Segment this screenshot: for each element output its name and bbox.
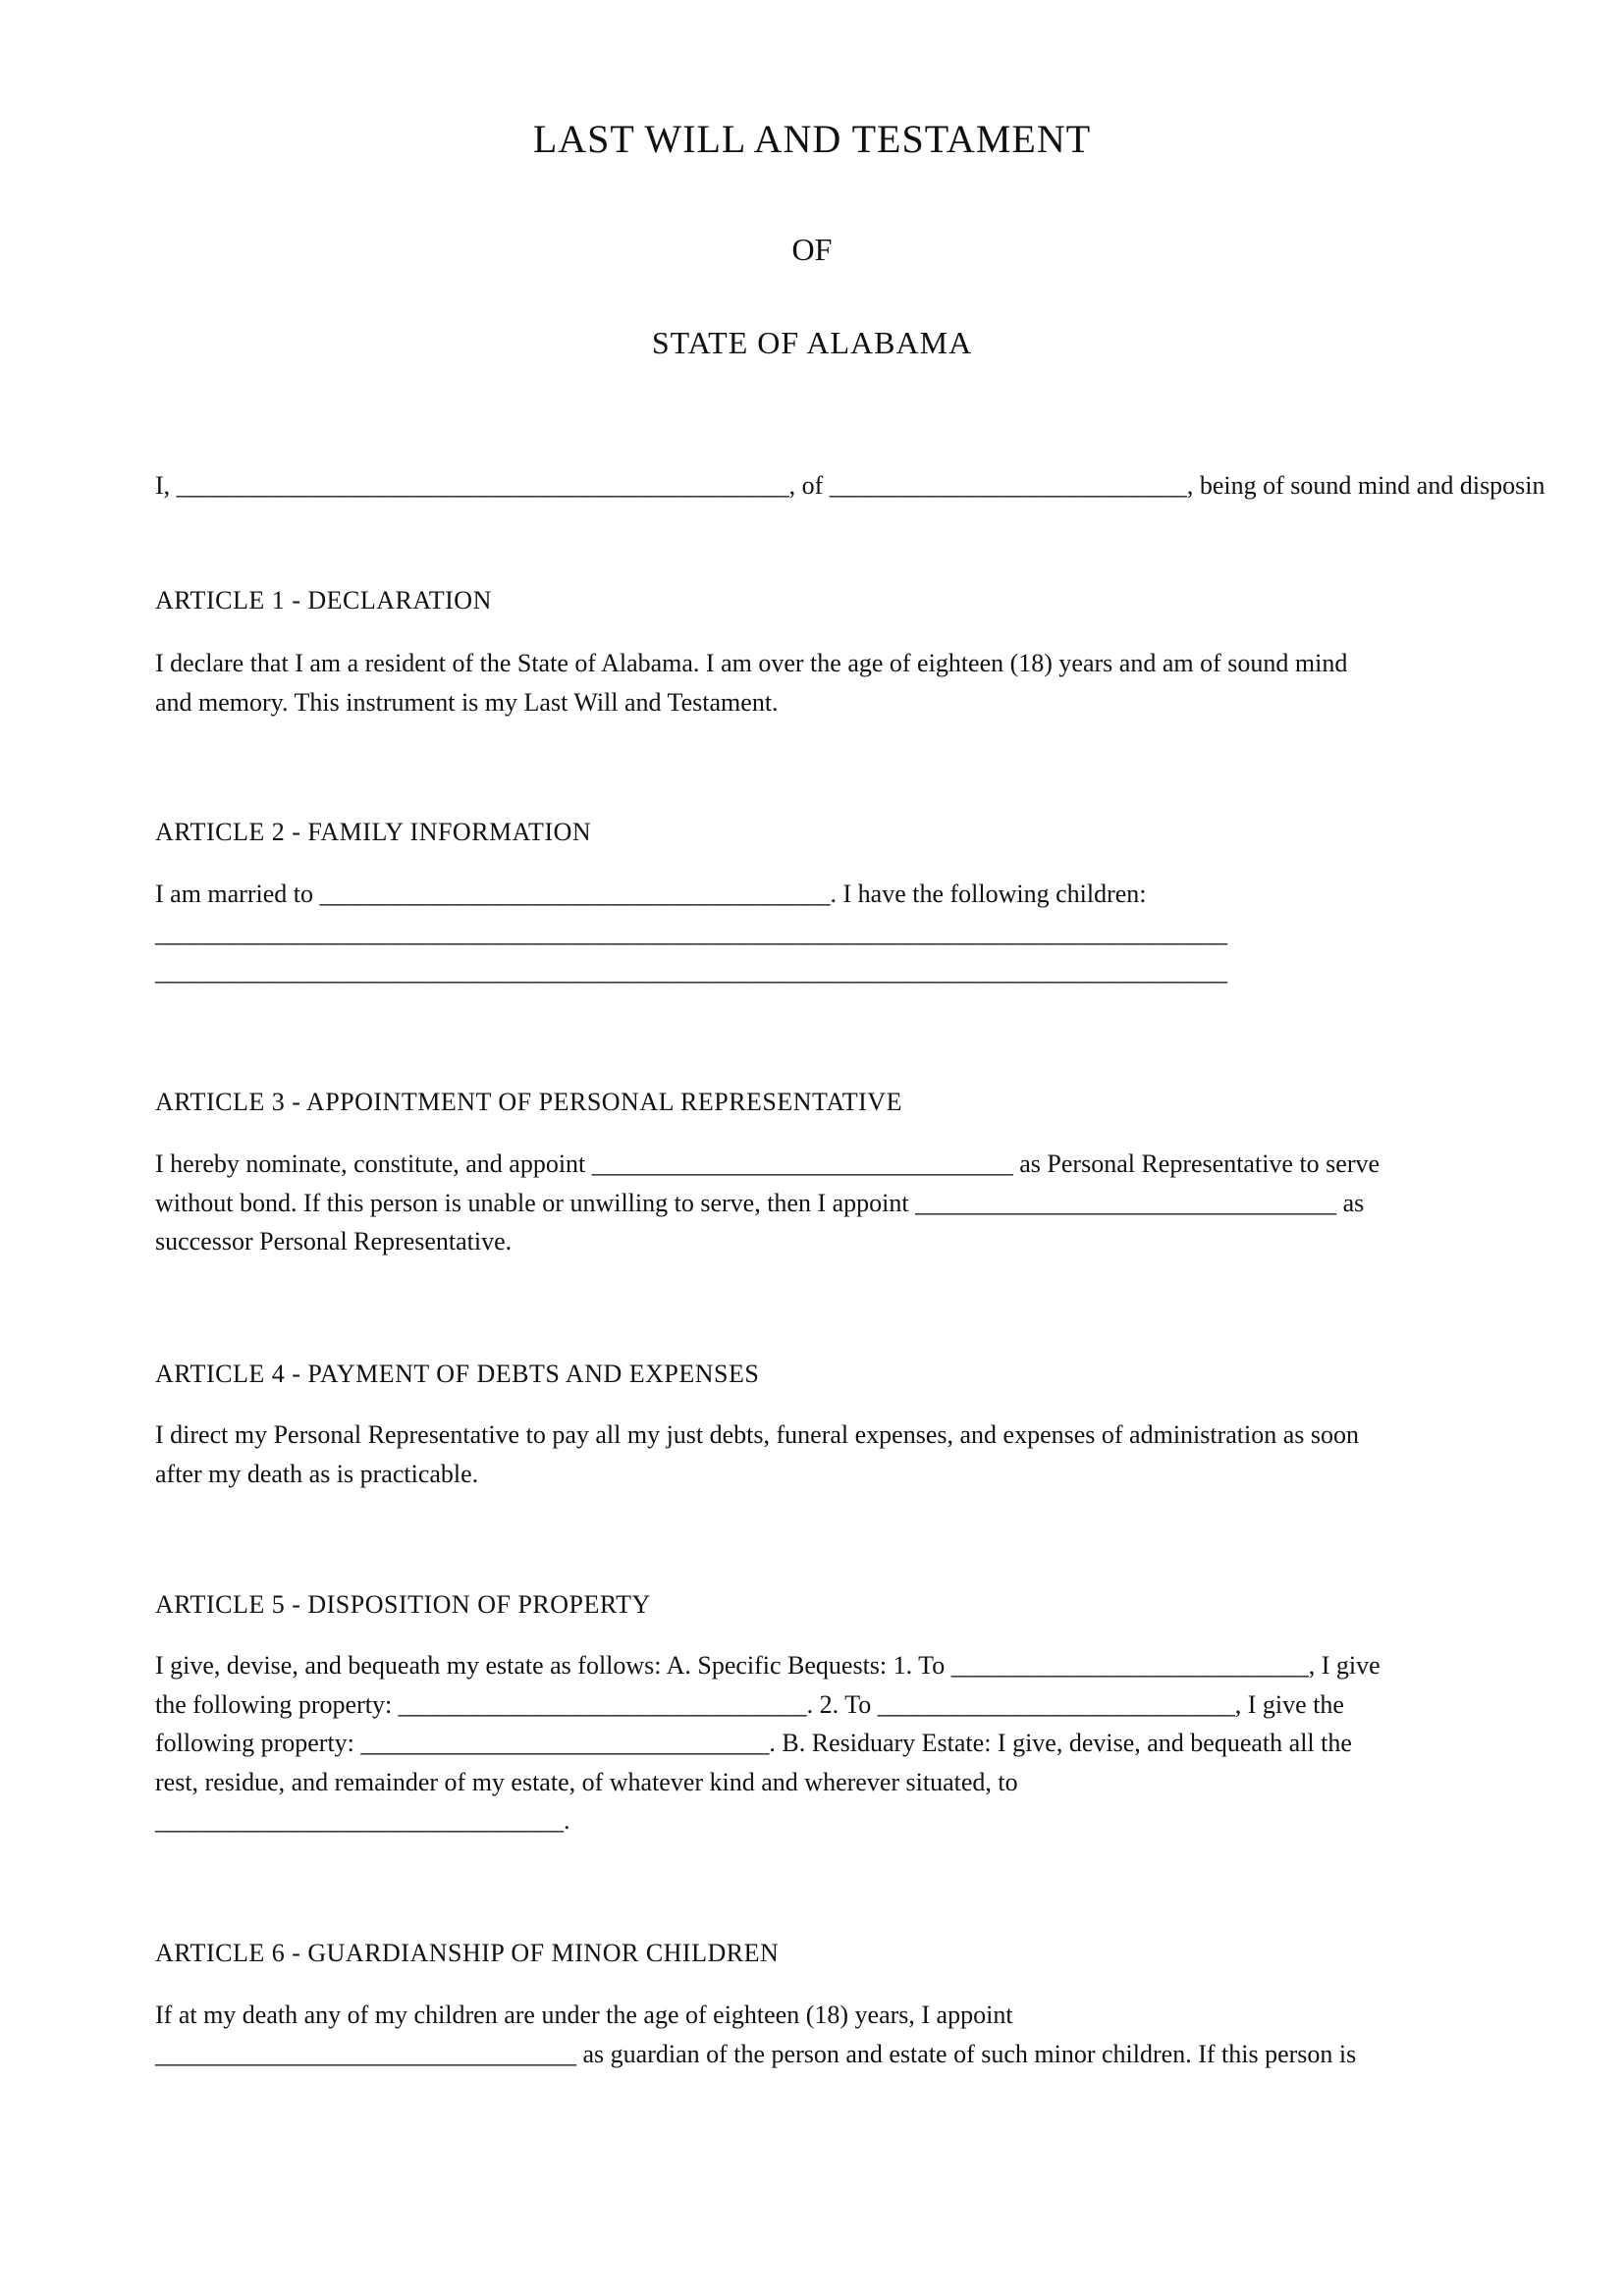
article-5-heading: ARTICLE 5 - DISPOSITION OF PROPERTY (155, 1590, 651, 1619)
article-3-body: I hereby nominate, constitute, and appoint _________________________________ as Personal Representative to serve without bond. If this person is unable or unwilling to serve, then I appoint _________________________________ as successor Personal Representative. (155, 1149, 1380, 1255)
article-2-heading: ARTICLE 2 - FAMILY INFORMATION (155, 818, 592, 846)
article-1-heading: ARTICLE 1 - DECLARATION (155, 586, 492, 614)
article-4-body: I direct my Personal Representative to pay all my just debts, funeral expenses, and expenses of administration as soon after my death as is practicable. (155, 1420, 1360, 1488)
document-title: LAST WILL AND TESTAMENT (532, 117, 1092, 161)
document-of-line: OF (791, 232, 833, 267)
article-6-body: If at my death any of my children are under the age of eighteen (18) years, I appoint _________________________________ as guardian of the person and estate of such minor children. If this person is (155, 2001, 1357, 2068)
article-4-heading: ARTICLE 4 - PAYMENT OF DEBTS AND EXPENSES (155, 1360, 760, 1388)
article-5-body: I give, devise, and bequeath my estate as follows: A. Specific Bequests: 1. To ____________________________, I give the following property: ________________________________. 2. To ____________________________, I give the following property: ________________________________. B. Residuary Estate: I give, devise, and bequeath all the rest, residue, and remainder of my estate, of whatever kind and wherever situated, to ________________________________. (155, 1651, 1380, 1835)
article-1-body: I declare that I am a resident of the State of Alabama. I am over the age of eighteen (18) years and am of sound mind and memory. This instrument is my Last Will and Testament. (155, 649, 1348, 717)
document-state-line: STATE OF ALABAMA (651, 325, 973, 360)
testator-intro-line: I, ________________________________________________, of ____________________________, being of sound mind and disposin (155, 471, 1545, 500)
article-6-heading: ARTICLE 6 - GUARDIANSHIP OF MINOR CHILDREN (155, 1939, 780, 1967)
article-2-body: I am married to ________________________________________. I have the following children: ____________________________________________________________________________________ ____________________________________________________________________________________ (155, 880, 1227, 986)
article-3-heading: ARTICLE 3 - APPOINTMENT OF PERSONAL REPRESENTATIVE (155, 1088, 902, 1116)
